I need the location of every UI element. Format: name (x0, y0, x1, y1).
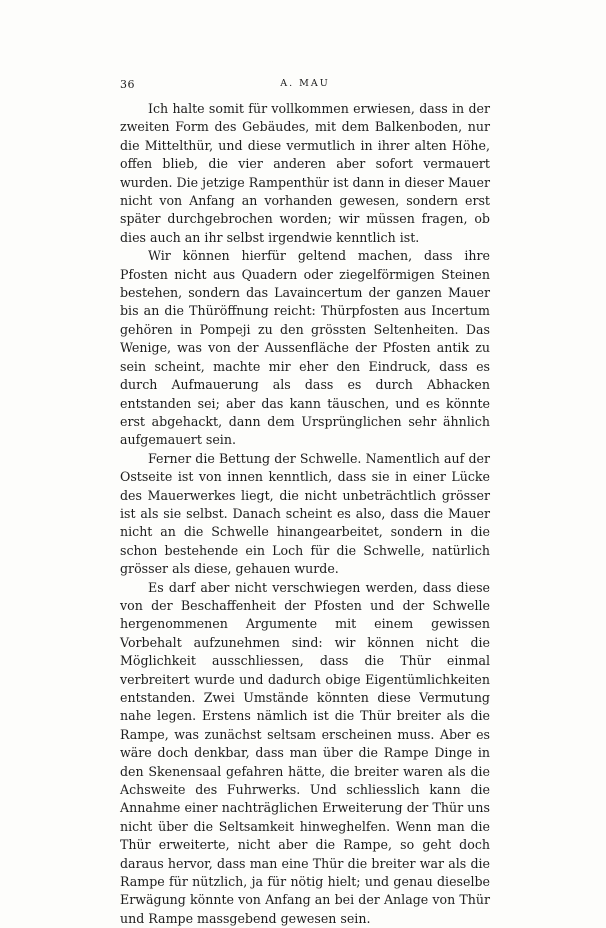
paragraph: Ich halte somit für vollkommen erwiesen, dass in der zweiten Form des Gebäudes, mit dem Balkenboden, nur die Mittelthür, und diese vermutlich in ihrer alten Höhe, offen blieb, die vier anderen aber sofort vermauert wurden. Die jetzige Rampenthür ist dann in dieser Mauer nicht von Anfang an vorhanden gewesen, sondern erst später durchgebrochen worden; wir müssen fragen, ob dies auch an ihr selbst irgendwie kenntlich ist. (120, 101, 490, 245)
running-title: A. MAU (280, 78, 330, 89)
body-text (120, 100, 490, 928)
paragraph: Es darf aber nicht verschwiegen werden, dass diese von der Beschaffenheit der Pfosten und der Schwelle hergenommenen Argumente mit einem gewissen Vorbehalt aufzunehmen sind: wir können nicht die Möglichkeit ausschliessen, dass die Thür einmal verbreitert wurde und dadurch obige Eigentümlichkeiten entstanden. Zwei Umstände könnten diese Vermutung nahe legen. Erstens nämlich ist die Thür breiter als die Rampe, was zunächst seltsam erscheinen muss. Aber es wäre doch denkbar, dass man über die Rampe Dinge in den Skenensaal gefahren hätte, die breiter waren als die Achsweite des Fuhrwerks. Und schliesslich kann die Annahme einer nachträglichen Erweiterung der Thür uns nicht über die Seltsamkeit hinweghelfen. Wenn man die Thür erweiterte, nicht aber die Rampe, so geht doch daraus hervor, dass man eine Thür die breiter war als die Rampe für nützlich, ja für nötig hielt; und genau dieselbe Erwägung könnte von Anfang an bei der Anlage von Thür und Rampe massgebend gewesen sein. (120, 579, 490, 926)
page-header (120, 78, 490, 96)
paragraph: Ferner die Bettung der Schwelle. Namentlich auf der Ostseite ist von innen kenntlich, dass sie in einer Lücke des Mauerwerkes liegt, die nicht unbeträchtlich grösser ist als sie selbst. Danach scheint es also, dass die Mauer nicht an die Schwelle hinangearbeitet, sondern in die schon bestehende ein Loch für die Schwelle, natürlich grösser als diese, gehauen wurde. (120, 450, 490, 577)
paragraph: Wir können hierfür geltend machen, dass ihre Pfosten nicht aus Quadern oder ziegelförmigen Steinen bestehen, sondern das Lavaincertum der ganzen Mauer bis an die Thüröffnung reicht: Thürpfosten aus Incertum gehören in Pompeji zu den grössten Seltenheiten. Das Wenige, was von der Aussenfläche der Pfosten antik zu sein scheint, machte mir eher den Eindruck, dass es durch Aufmauerung als dass es durch Abhacken entstanden sei; aber das kann täuschen, und es könnte erst abgehackt, dann dem Ursprünglichen sehr ähnlich aufgemauert sein. (120, 248, 490, 448)
page-number: 36 (120, 78, 135, 91)
